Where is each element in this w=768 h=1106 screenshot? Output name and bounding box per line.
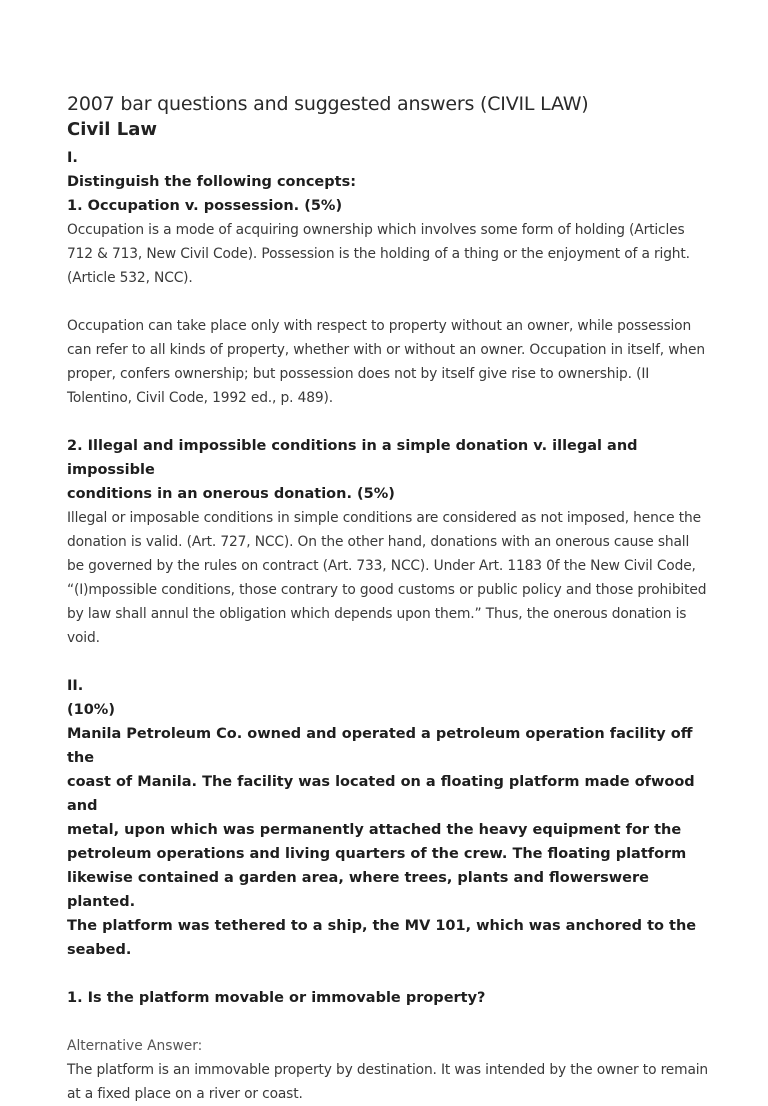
facts-line: petroleum operations and living quarters of the crew. The floating platform xyxy=(67,846,687,862)
answer-paragraph-line: void. xyxy=(67,630,100,646)
answer-paragraph-line: 712 & 713, New Civil Code). Possession is the holding of a thing or the enjoyment of a right. xyxy=(67,246,690,262)
question-2-heading-line: conditions in an onerous donation. (5%) xyxy=(67,486,395,502)
answer-paragraph-line: donation is valid. (Art. 727, NCC). On the other hand, donations with an onerous cause shall xyxy=(67,534,690,550)
document-subtitle: Civil Law xyxy=(67,119,157,140)
section-1-instruction: Distinguish the following concepts: xyxy=(67,174,357,190)
answer-paragraph-line: The platform is an immovable property by destination. It was intended by the owner to remain xyxy=(67,1062,709,1078)
answer-paragraph-line: can refer to all kinds of property, whether with or without an owner. Occupation in itself, when xyxy=(67,342,705,358)
facts-line: The platform was tethered to a ship, the MV 101, which was anchored to the xyxy=(67,918,697,934)
paragraph-gap xyxy=(67,410,712,434)
document-title: 2007 bar questions and suggested answers (CIVIL LAW) xyxy=(67,93,589,115)
paragraph-gap xyxy=(67,962,712,986)
facts-line: coast of Manila. The facility was located on a floating platform made ofwood and xyxy=(67,774,695,814)
section-2-points: (10%) xyxy=(67,702,115,718)
paragraph-gap xyxy=(67,1010,712,1034)
document-page xyxy=(67,90,712,1106)
alternative-answer-label: Alternative Answer: xyxy=(67,1038,203,1054)
paragraph-gap xyxy=(67,650,712,674)
facts-line: seabed. xyxy=(67,942,132,958)
answer-paragraph-line: Illegal or imposable conditions in simple conditions are considered as not imposed, hence the xyxy=(67,510,701,526)
facts-line: Manila Petroleum Co. owned and operated a petroleum operation facility off the xyxy=(67,726,693,766)
facts-line: metal, upon which was permanently attached the heavy equipment for the xyxy=(67,822,682,838)
answer-paragraph-line: Occupation is a mode of acquiring ownership which involves some form of holding (Articles xyxy=(67,222,685,238)
section-1-numeral: I. xyxy=(67,150,78,166)
answer-paragraph-line: (Article 532, NCC). xyxy=(67,270,193,286)
facts-line: likewise contained a garden area, where trees, plants and flowerswere planted. xyxy=(67,870,649,910)
answer-paragraph-line: proper, confers ownership; but possession does not by itself give rise to ownership. (II xyxy=(67,366,650,382)
section-2-numeral: II. xyxy=(67,678,84,694)
answer-paragraph-line: at a fixed place on a river or coast. xyxy=(67,1086,303,1102)
paragraph-gap xyxy=(67,290,712,314)
answer-paragraph-line: be governed by the rules on contract (Art. 733, NCC). Under Art. 1183 0f the New Civil Code, xyxy=(67,558,696,574)
answer-paragraph-line: Occupation can take place only with respect to property without an owner, while possession xyxy=(67,318,692,334)
answer-paragraph-line: Tolentino, Civil Code, 1992 ed., p. 489). xyxy=(67,390,333,406)
answer-paragraph-line: by law shall annul the obligation which depends upon them.” Thus, the onerous donation is xyxy=(67,606,687,622)
section-2-question-1-heading: 1. Is the platform movable or immovable property? xyxy=(67,990,486,1006)
question-2-heading-line: 2. Illegal and impossible conditions in a simple donation v. illegal and impossible xyxy=(67,438,638,478)
answer-paragraph-line: “(I)mpossible conditions, those contrary to good customs or public policy and those prohibited xyxy=(67,582,707,598)
question-1-heading: 1. Occupation v. possession. (5%) xyxy=(67,198,343,214)
